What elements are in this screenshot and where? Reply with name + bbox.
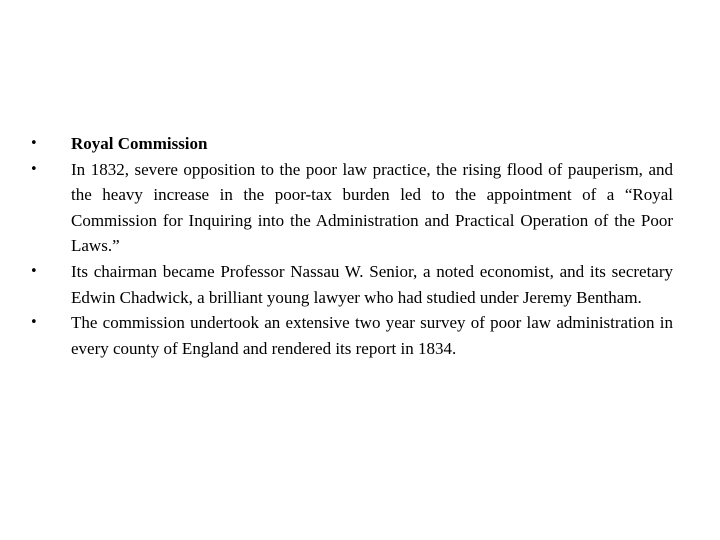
- bullet-text-chairman: Its chairman became Professor Nassau W. Senior, a noted economist, and its secretary Edwin Chadwick, a brilliant young lawyer who had studied under Jeremy Bentham.: [71, 261, 673, 307]
- bullet-icon: •: [30, 315, 38, 331]
- bullet-icon: •: [30, 263, 38, 279]
- bullet-item-survey: [30, 310, 673, 361]
- bullet-item-heading: [30, 131, 673, 157]
- bullet-text-1832: In 1832, severe opposition to the poor law practice, the rising flood of pauperism, and the heavy increase in the poor-tax burden led to the appointment of a “Royal Commission for Inquiring into the Administration and Practical Operation of the Poor Laws.”: [71, 159, 673, 256]
- bullet-item-chairman: [30, 259, 673, 310]
- bullet-list: [30, 131, 673, 361]
- bullet-icon: •: [30, 136, 38, 151]
- bullet-icon: •: [30, 161, 38, 177]
- bullet-item-1832: [30, 157, 673, 259]
- bullet-text-survey: The commission undertook an extensive two year survey of poor law administration in every county of England and rendered its report in 1834.: [71, 313, 673, 358]
- bullet-heading-text: Royal Commission: [71, 134, 208, 153]
